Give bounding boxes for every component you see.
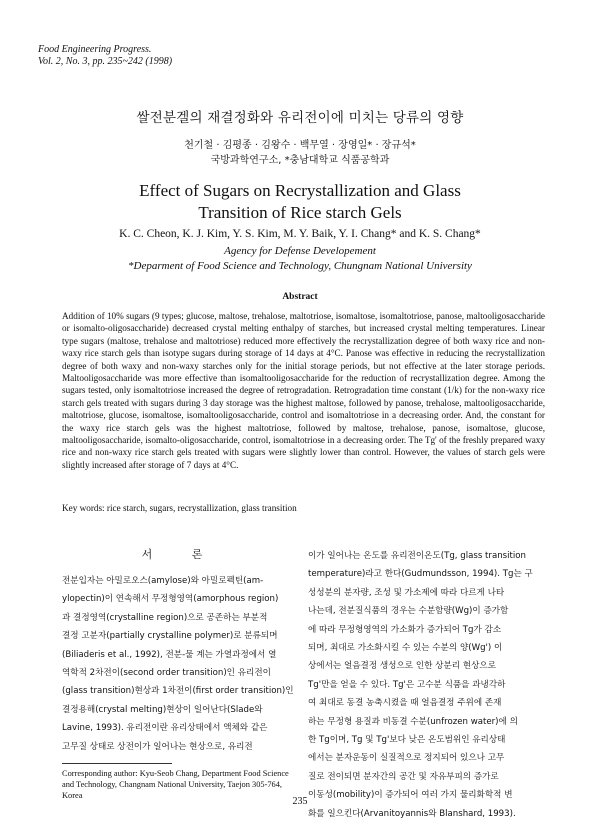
journal-volume: Vol. 2, No. 3, pp. 235~242 (1998)	[38, 56, 173, 67]
english-authors: K. C. Cheon, K. J. Kim, Y. S. Kim, M. Y. Baik, Y. I. Chang* and K. S. Chang*	[119, 228, 481, 240]
left-column-line: 전분입자는 아밀로오스(amylose)와 아밀로펙틴(am-	[62, 576, 264, 586]
right-column-line: 한 Tg이며, Tg 및 Tg'보다 낮은 온도범위인 유리상태	[308, 735, 506, 746]
left-column-line: 고무질 상태로 상전이가 일어나는 현상으로, 유리전	[62, 741, 253, 752]
right-column-line: Tg'만을 얻을 수 있다. Tg'은 고수분 식품을 과냉각하	[308, 679, 506, 690]
right-column-line: 상에서는 얼음결정 생성으로 인한 상분리 현상으로	[308, 661, 496, 672]
right-column-line: 나는데, 전분질식품의 경우는 수분함량(Wg)이 증가함	[308, 606, 509, 617]
abstract-text: Addition of 10% sugars (9 types; glucose, maltose, trehalose, maltotriose, isomaltose, isomaltotriose, panose, maltooligosaccharide or isomalto-oligosaccharide) decreased crystal melting enthalpy of starches, but increased crystal melting temperatures. Linear type sugars (maltose, trehalose and maltotriose) reduced more effectively the recrystallization degree of both waxy rice and non-waxy rice starch gels than isotype sugars during storage of 14 days at 4°C. Panose was effective in reducing the recrystallization degree of both waxy and non-waxy starches only for the initial storage periods, but not effective at the later storage periods. Maltooligosaccharide was more effective than isomaltooligosaccharide for the reduction of recrystallization degree. Among the sugars tested, only isomaltotriose increased the degree of retrogradation. Retrogradation time constant (1/k) for the non-waxy rice starch gels treated with sugars during 3 day storage was the highest maltose, followed by panose, trehalose, maltooligosaccharide, maltotriose, glucose, isomaltose, isomaltooligosaccharide, control and isomaltotriose in a decreasing order. And, the constant for the waxy rice starch gels was the highest maltotriose, followed by maltose, trehalose, panose, isomaltose, glucose, maltooligosaccharide, isomalto-oligosaccharide, control, isomaltotriose in a decreasing order. The Tg' of the freshly prepared waxy rice and non-waxy rice starch gels treated with sugars were slightly lower than control. However, the values of starch gels were slightly increased after storage of 7 days at 4°C.	[62, 311, 545, 470]
affiliation-1: Agency for Defense Developement	[224, 245, 376, 257]
right-column-line: 하는 무정형 용질과 비동결 수분(unfrozen water)에 의	[308, 716, 518, 727]
right-column-line: 이동성(mobility)이 증가되어 여러 가지 물리화학적 변	[308, 790, 513, 801]
right-column-line: 질로 전이되면 분자간의 공간 및 자유부피의 증가로	[308, 771, 499, 782]
right-column-line: 에 따라 무정형영역의 가소화가 증가되어 Tg가 감소	[308, 624, 502, 635]
abstract-heading: Abstract	[282, 292, 318, 302]
korean-affiliation: 국방과학연구소, *충남대학교 식품공학과	[210, 155, 390, 166]
left-column-line: (Biliaderis et al., 1992), 전분-물 계는 가열과정에서 열	[62, 649, 277, 660]
right-column-line: temperature)라고 한다(Gudmundsson, 1994). Tg는 구	[308, 569, 533, 580]
affiliation-2: *Deparment of Food Science and Technology, Chungnam National University	[128, 260, 472, 272]
page-number: 235	[292, 796, 308, 807]
right-column-line: 화를 일으킨다(Arvanitoyannis와 Blanshard, 1993).	[308, 808, 516, 819]
english-title-line2: Transition of Rice starch Gels	[198, 203, 402, 222]
left-column-line: 결정용해(crystal melting)현상이 일어난다(Slade와	[62, 704, 263, 715]
keywords: Key words: rice starch, sugars, recrystallization, glass transition	[62, 503, 297, 513]
korean-title: 쌀전분겔의 재결정화와 유리전이에 미치는 당류의 영향	[136, 110, 464, 126]
right-column-line: 여 최대로 동결 농축시켰을 때 얼음결정 주위에 존재	[308, 698, 502, 709]
korean-authors: 천기철 · 김평종 · 김왕수 · 백무열 · 장영일* · 장규석*	[184, 140, 416, 151]
footnote-divider	[62, 763, 172, 764]
english-title	[0, 180, 600, 224]
right-column-line: 에서는 분자운동이 실질적으로 정지되어 있으나 고무	[308, 753, 505, 764]
left-column	[62, 572, 297, 756]
section-title: 서 론	[141, 548, 221, 561]
left-column-line: 역학적 2차전이(second order transition)인 유리전이	[62, 668, 271, 679]
right-column-line: 이가 일어나는 온도를 유리전이온도(Tg, glass transition	[308, 551, 526, 561]
left-column-line: 과 결정영역(crystalline region)으로 공존하는 부분적	[62, 612, 268, 623]
english-title-line1: Effect of Sugars on Recrystallization and Glass	[139, 181, 461, 200]
journal-citation	[38, 44, 172, 68]
left-column-line: (glass transition)현상과 1차전이(first order transition)인	[62, 686, 294, 697]
left-column-line: Lavine, 1993). 유리전이란 유리상태에서 액체와 같은	[62, 723, 268, 734]
left-column-line: ylopectin)이 연속해서 무정형영역(amorphous region)	[62, 594, 279, 605]
left-column-line: 결정 고분자(partially crystalline polymer)로 분류되며	[62, 631, 278, 642]
right-column-line: 성성분의 분자량, 조성 및 가소제에 따라 다르게 나타	[308, 587, 505, 598]
right-column-line: 되며, 최대로 가소화시킬 수 있는 수분의 양(Wg') 이	[308, 643, 503, 654]
corresponding-author-footnote: Corresponding author: Kyu-Seob Chang, Department Food Science and Technology, Changnam National University, Taejon 305-764, Korea	[62, 769, 289, 800]
right-column	[308, 547, 545, 823]
journal-name: Food Engineering Progress.	[38, 44, 152, 55]
